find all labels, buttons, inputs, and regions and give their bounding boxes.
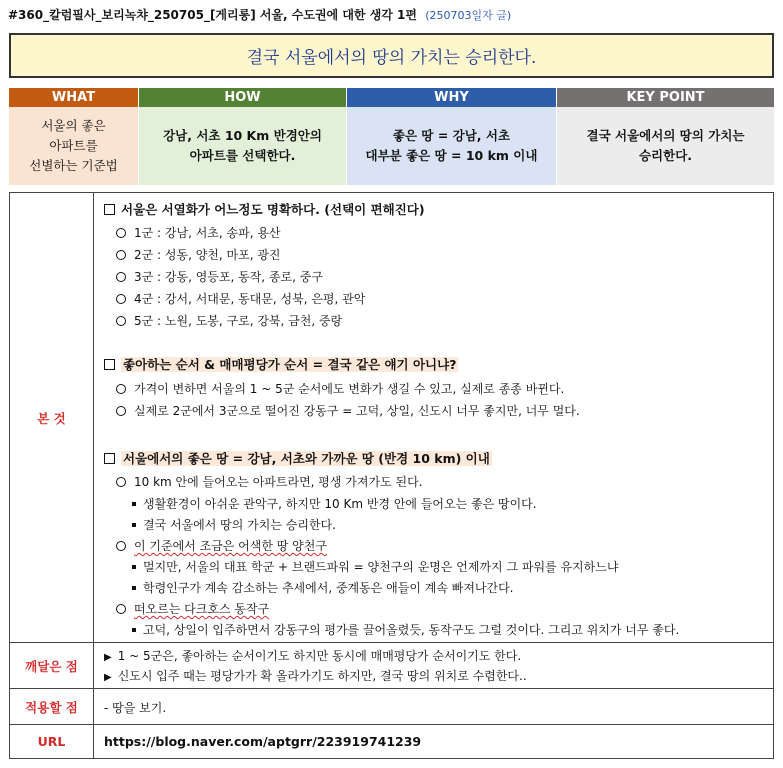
seen-row (10, 193, 773, 643)
triangle-bullet-icon: ▶ (104, 652, 112, 663)
apply-content (94, 689, 773, 724)
circle-bullet-icon (116, 384, 126, 394)
document-header (8, 6, 511, 23)
date-note: (250703일자 글) (425, 9, 512, 22)
circle-bullet-icon (116, 228, 126, 238)
list-item: ▶ 신도시 입주 때는 평당가가 확 올라가기도 하지만, 결국 땅의 위치로 수렴한다.. (104, 669, 527, 683)
list-item: 이 기준에서 조금은 어색한 땅 양천구 (116, 537, 327, 554)
how-body: 강남, 서초 10 Km 반경안의 아파트를 선택한다. (139, 107, 346, 185)
key-point-header: KEY POINT (557, 88, 774, 107)
list-item: ▶ 1 ~ 5군은, 좋아하는 순서이기도 하지만 동시에 매매평당가 순서이기도 한다. (104, 649, 522, 663)
what-header: WHAT (9, 88, 138, 107)
section-2-title: 좋아하는 순서 & 매매평당가 순서 = 결국 같은 얘기 아니냐? (104, 355, 458, 373)
list-item: 3군 : 강동, 영등포, 동작, 종로, 중구 (116, 268, 323, 285)
square-bullet-icon (132, 586, 136, 590)
apply-label: 적용할 점 (10, 689, 94, 724)
seen-label: 본 것 (10, 193, 94, 642)
apply-row (10, 689, 773, 725)
source-link[interactable]: https://blog.naver.com/aptgrr/223919741239 (104, 734, 422, 749)
summary-banner: 결국 서울에서의 땅의 가치는 승리한다. (9, 33, 774, 78)
what-body: 서울의 좋은 아파트를 선별하는 기준법 (9, 107, 138, 185)
what-column (9, 88, 139, 185)
circle-bullet-icon (116, 316, 126, 326)
how-header: HOW (139, 88, 346, 107)
why-column (347, 88, 557, 185)
how-column (139, 88, 347, 185)
what-how-why-key-table (9, 88, 774, 185)
circle-bullet-icon (116, 294, 126, 304)
realize-label: 깨달은 점 (10, 643, 94, 688)
circle-bullet-icon (116, 477, 126, 487)
list-item: 실제로 2군에서 3군으로 떨어진 강동구 = 고덕, 상일, 신도시 너무 좋지만, 너무 멀다. (116, 402, 580, 419)
circle-bullet-icon (116, 604, 126, 614)
circle-bullet-icon (116, 250, 126, 260)
realize-row (10, 643, 773, 689)
section-1-title: 서울은 서열화가 어느정도 명확하다. (선택이 편해진다) (104, 200, 425, 218)
sub-list-item: 학령인구가 계속 감소하는 추세에서, 중계동은 애들이 계속 빠져나간다. (132, 579, 514, 596)
sub-list-item: 고덕, 상일이 입주하면서 강동구의 평가를 끌어올렸듯, 동작구도 그럴 것이다. 그리고 위치가 너무 좋다. (132, 621, 679, 638)
circle-bullet-icon (116, 406, 126, 416)
sub-list-item: 결국 서울에서 땅의 가치는 승리한다. (132, 516, 336, 533)
sub-list-item: 생활환경이 아쉬운 관악구, 하지만 10 Km 반경 안에 들어오는 좋은 땅이다. (132, 495, 537, 512)
square-bullet-icon (132, 502, 136, 506)
square-bullet-icon (132, 523, 136, 527)
why-body: 좋은 땅 = 강남, 서초 대부분 좋은 땅 = 10 km 이내 (347, 107, 556, 185)
checkbox-square-icon (104, 359, 115, 370)
seen-content (94, 193, 773, 642)
list-item: 2군 : 성동, 양천, 마포, 광진 (116, 246, 281, 263)
key-point-body: 결국 서울에서의 땅의 가치는 승리한다. (557, 107, 774, 185)
document-title: #360_칼럼필사_보리녹챠_250705_[게리롱] 서울, 수도권에 대한 생각 1편 (8, 8, 417, 22)
list-item: 떠오르는 다크호스 동작구 (116, 600, 269, 617)
list-item: 4군 : 강서, 서대문, 동대문, 성북, 은평, 관악 (116, 290, 365, 307)
url-label: URL (10, 725, 94, 758)
checkbox-square-icon (104, 453, 115, 464)
key-point-column (557, 88, 774, 185)
url-row (10, 725, 773, 758)
circle-bullet-icon (116, 272, 126, 282)
list-item: 5군 : 노원, 도봉, 구로, 강북, 금천, 중랑 (116, 312, 342, 329)
circle-bullet-icon (116, 541, 126, 551)
square-bullet-icon (132, 565, 136, 569)
notes-table (9, 192, 774, 759)
sub-list-item: 멀지만, 서울의 대표 학군 + 브랜드파워 = 양천구의 운명은 언제까지 그 파워를 유지하느냐 (132, 558, 618, 575)
section-3-title: 서울에서의 좋은 땅 = 강남, 서초와 가까운 땅 (반경 10 km) 이내 (104, 449, 492, 467)
list-item: 가격이 변하면 서울의 1 ~ 5군 순서에도 변화가 생길 수 있고, 실제로 종종 바뀐다. (116, 380, 564, 397)
apply-text: - 땅을 보기. (104, 701, 167, 715)
checkbox-square-icon (104, 204, 115, 215)
realize-content (94, 643, 773, 688)
url-content (94, 725, 773, 758)
triangle-bullet-icon: ▶ (104, 672, 112, 683)
list-item: 10 km 안에 들어오는 아파트라면, 평생 가져가도 된다. (116, 473, 423, 490)
square-bullet-icon (132, 628, 136, 632)
list-item: 1군 : 강남, 서초, 송파, 용산 (116, 224, 281, 241)
why-header: WHY (347, 88, 556, 107)
